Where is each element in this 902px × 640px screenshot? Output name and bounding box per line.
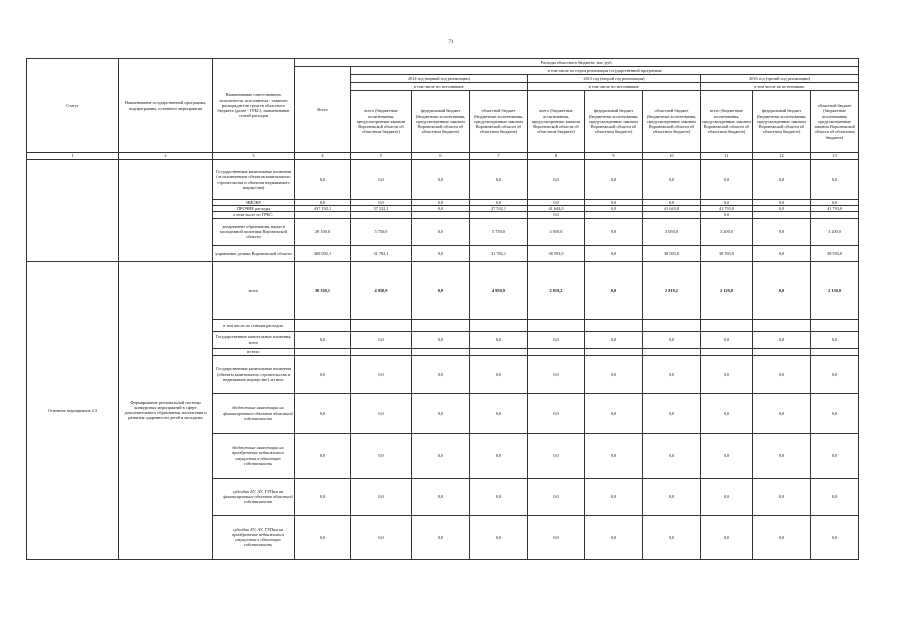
value-cell: 0,0: [470, 200, 528, 206]
value-cell: 31 782,1: [351, 245, 412, 261]
value-cell: 0,0: [701, 515, 753, 559]
value-cell: 0,0: [351, 331, 412, 348]
value-cell: 0,0: [701, 355, 753, 393]
table-row: [27, 160, 859, 200]
value-cell: 41 793,0: [811, 206, 859, 212]
value-cell: 0,0: [753, 245, 811, 261]
value-cell: 0,0: [412, 206, 470, 212]
value-cell: 0,0: [295, 515, 351, 559]
value-cell: 0,0: [470, 331, 528, 348]
value-cell: 0,0: [811, 515, 859, 559]
value-cell: 0,0: [412, 393, 470, 433]
col-number: 2: [119, 153, 213, 160]
header-col-reg: областной бюджет (бюджетные ассигнования, предусмотренные законом Воронежской области об областном бюджете): [811, 91, 859, 153]
value-cell: 0,0: [351, 393, 412, 433]
row-label: департамент образования, науки и молодежной политики Воронежской области: [213, 218, 295, 245]
value-cell: 0,0: [295, 200, 351, 206]
name-cell-empty: [119, 160, 213, 262]
value-cell: 0,0: [528, 515, 585, 559]
col-number: 3: [213, 153, 295, 160]
value-cell: 0,0: [351, 515, 412, 559]
value-cell: 0,0: [701, 212, 753, 218]
row-label: НИОКР: [213, 200, 295, 206]
value-cell: 0,0: [643, 515, 701, 559]
value-cell: 0,0: [701, 200, 753, 206]
value-cell: 2 130,0: [701, 261, 753, 319]
table-row: [27, 261, 859, 319]
value-cell: 4 950,9: [470, 261, 528, 319]
value-cell: 29 100,0: [295, 218, 351, 245]
value-cell: 0,0: [412, 245, 470, 261]
col-number: 7: [470, 153, 528, 160]
value-cell: 0,0: [528, 433, 585, 478]
value-cell: 30 330,1: [295, 261, 351, 319]
value-cell: 0,0: [470, 393, 528, 433]
value-cell: 0,0: [643, 433, 701, 478]
col-number: 10: [643, 153, 701, 160]
value-cell: 0,0: [643, 331, 701, 348]
value-cell: 0,0: [528, 355, 585, 393]
value-cell: 0,0: [811, 393, 859, 433]
value-cell: 0,0: [701, 433, 753, 478]
value-cell: 3 050,0: [528, 218, 585, 245]
value-cell: 0,0: [585, 218, 643, 245]
value-cell: 0,0: [528, 331, 585, 348]
value-cell: 0,0: [412, 261, 470, 319]
value-cell: 0,0: [528, 393, 585, 433]
value-cell: 0,0: [701, 160, 753, 200]
value-cell: 0,0: [351, 355, 412, 393]
value-cell: 0,0: [528, 212, 585, 218]
row-label: бюджетные инвестиции на приобретение недвижимого имущества в областную собственность: [213, 433, 295, 478]
value-cell: 0,0: [585, 200, 643, 206]
row-label: Государственные капитальные вложения (объекты капитального строительства и недвижимое имущество), из них:: [213, 355, 295, 393]
value-cell: 408 092,1: [295, 245, 351, 261]
value-cell: 41 643,0: [643, 206, 701, 212]
value-cell: 0,0: [470, 355, 528, 393]
value-cell: 0,0: [585, 160, 643, 200]
value-cell: 0,0: [753, 200, 811, 206]
col-number: 1: [27, 153, 119, 160]
budget-table: [26, 58, 859, 560]
value-cell: 0,0: [643, 355, 701, 393]
value-cell: 0,0: [412, 160, 470, 200]
value-cell: 3 050,0: [643, 218, 701, 245]
value-cell: 38 593,0: [701, 245, 753, 261]
header-total: Всего: [295, 67, 351, 153]
value-cell: 0,0: [643, 160, 701, 200]
value-cell: 0,0: [470, 515, 528, 559]
value-cell: 0,0: [585, 433, 643, 478]
value-cell: 0,0: [753, 218, 811, 245]
value-cell: 0,0: [295, 393, 351, 433]
value-cell: 0,0: [470, 433, 528, 478]
col-number: 12: [753, 153, 811, 160]
value-cell: 0,0: [412, 355, 470, 393]
value-cell: 437 192,1: [295, 206, 351, 212]
value-cell: 0,0: [412, 433, 470, 478]
col-number: 9: [585, 153, 643, 160]
value-cell: 0,0: [811, 433, 859, 478]
col-number: 13: [811, 153, 859, 160]
value-cell: 0,0: [470, 160, 528, 200]
header-col-reg: областной бюджет (бюджетные ассигнования, предусмотренные законом Воронежской области об областном бюджете): [643, 91, 701, 153]
row-label: всего: [213, 261, 295, 319]
value-cell: 0,0: [753, 393, 811, 433]
row-label: Государственные капитальные вложения (за исключением объектов капитального строительства и объектов недвижимого имущества): [213, 160, 295, 200]
header-year-2016: 2016 год (третий год реализации): [701, 75, 859, 83]
value-cell: 0,0: [701, 393, 753, 433]
value-cell: 0,0: [753, 355, 811, 393]
value-cell: 0,0: [811, 331, 859, 348]
value-cell: 38 593,0: [528, 245, 585, 261]
value-cell: 0,0: [470, 478, 528, 515]
value-cell: 0,0: [528, 200, 585, 206]
main-event-status: Основное мероприятие 2.3: [27, 261, 119, 559]
value-cell: 0,0: [412, 218, 470, 245]
value-cell: 0,0: [643, 478, 701, 515]
header-col-all: всего (бюджетные ассигнования, предусмотренные законом Воронежской области об областном бюджете): [528, 91, 585, 153]
value-cell: 0,0: [753, 160, 811, 200]
value-cell: 37 532,1: [351, 206, 412, 212]
value-cell: 0,0: [295, 478, 351, 515]
value-cell: 0,0: [643, 200, 701, 206]
value-cell: 0,0: [528, 478, 585, 515]
value-cell: 5 750,0: [470, 218, 528, 245]
value-cell: 41 793,0: [701, 206, 753, 212]
value-cell: 0,0: [585, 478, 643, 515]
header-program-name: Наименование государственной программы, подпрограммы, основного мероприятия: [119, 59, 213, 153]
value-cell: 0,0: [753, 515, 811, 559]
header-sources-2015: в том числе по источникам:: [528, 83, 701, 91]
header-col-reg: областной бюджет (бюджетные ассигнования, предусмотренные законом Воронежской области об областном бюджете): [470, 91, 528, 153]
row-label: субсидии БУ, АУ, ГУПам на финансирование объектов областной собственности: [213, 478, 295, 515]
value-cell: 3 200,0: [701, 218, 753, 245]
value-cell: 0,0: [412, 478, 470, 515]
value-cell: 0,0: [295, 433, 351, 478]
header-col-all: всего (бюджетные ассигнования, предусмотренные законом Воронежской области об областном бюджете): [701, 91, 753, 153]
row-label: Государственные капитальные вложения, всего: [213, 331, 295, 348]
value-cell: 2 130,0: [811, 261, 859, 319]
value-cell: 0,0: [585, 355, 643, 393]
value-cell: 0,0: [585, 261, 643, 319]
header-col-fed: федеральный бюджет (бюджетные ассигнования, предусмотренные законом Воронежской области об областном бюджете): [585, 91, 643, 153]
header-year-2015: 2015 год (второй год реализации): [528, 75, 701, 83]
value-cell: 0,0: [412, 515, 470, 559]
value-cell: 0,0: [585, 515, 643, 559]
header-responsible: Наименование ответственного исполнителя, исполнителя - главного распорядителя средств областного бюджета (далее - ГРБС), наименование статей расходов: [213, 59, 295, 153]
value-cell: 0,0: [811, 478, 859, 515]
value-cell: 0,0: [811, 160, 859, 200]
col-number: 5: [351, 153, 412, 160]
value-cell: 0,0: [585, 245, 643, 261]
row-label: в том числе по ГРБС:: [213, 212, 295, 218]
value-cell: 38 593,0: [643, 245, 701, 261]
value-cell: 0,0: [528, 160, 585, 200]
value-cell: 2 819,2: [528, 261, 585, 319]
value-cell: 4 950,9: [351, 261, 412, 319]
value-cell: 0,0: [753, 478, 811, 515]
header-by-years: в том числе по годам реализации государственной программы: [351, 67, 859, 75]
value-cell: 0,0: [585, 206, 643, 212]
value-cell: 0,0: [351, 160, 412, 200]
value-cell: 31 782,1: [470, 245, 528, 261]
value-cell: 0,0: [412, 331, 470, 348]
row-label: в том числе по статьям расходов:: [213, 319, 295, 331]
value-cell: 0,0: [295, 160, 351, 200]
value-cell: 0,0: [701, 331, 753, 348]
header-sources-2016: в том числе по источникам:: [701, 83, 859, 91]
value-cell: 0,0: [811, 200, 859, 206]
header-col-fed: федеральный бюджет (бюджетные ассигнования, предусмотренные законом Воронежской области об областном бюджете): [412, 91, 470, 153]
row-label: субсидии БУ, АУ, ГУПам на приобретение недвижимого имущества в областную собственность: [213, 515, 295, 559]
value-cell: 38 593,0: [811, 245, 859, 261]
value-cell: 5 750,0: [351, 218, 412, 245]
value-cell: 0,0: [643, 393, 701, 433]
col-number: 11: [701, 153, 753, 160]
header-year-2014: 2014 год (первый год реализации): [351, 75, 528, 83]
value-cell: 0,0: [351, 433, 412, 478]
col-number: 6: [412, 153, 470, 160]
col-number: 8: [528, 153, 585, 160]
row-label: бюджетные инвестиции на финансирование объектов областной собственности: [213, 393, 295, 433]
value-cell: 0,0: [753, 331, 811, 348]
value-cell: 41 643,0: [528, 206, 585, 212]
row-label: управление делами Воронежской области: [213, 245, 295, 261]
value-cell: 0,0: [295, 331, 351, 348]
value-cell: 0,0: [351, 478, 412, 515]
value-cell: 0,0: [585, 393, 643, 433]
header-budget-title: Расходы областного бюджета, тыс. руб.: [295, 59, 859, 67]
main-event-name: Формирование региональной системы конкурсных мероприятий в сфере дополнительного образования, воспитания и развития одаренности детей и молодежи: [119, 261, 213, 559]
header-sources-2014: в том числе по источникам:: [351, 83, 528, 91]
value-cell: 3 200,0: [811, 218, 859, 245]
value-cell: 0,0: [753, 433, 811, 478]
value-cell: 0,0: [753, 261, 811, 319]
row-label: из них:: [213, 348, 295, 355]
value-cell: 0,0: [351, 200, 412, 206]
status-cell-empty: [27, 160, 119, 262]
value-cell: 0,0: [701, 478, 753, 515]
header-col-fed: федеральный бюджет (бюджетные ассигнования, предусмотренные законом Воронежской области об областном бюджете): [753, 91, 811, 153]
value-cell: 37 532,1: [470, 206, 528, 212]
col-number: 4: [295, 153, 351, 160]
row-label: ПРОЧИЕ расходы: [213, 206, 295, 212]
header-status: Статус: [27, 59, 119, 153]
value-cell: 0,0: [753, 206, 811, 212]
value-cell: 0,0: [811, 355, 859, 393]
header-col-all: всего (бюджетные ассигнования, предусмотренные законом Воронежской области об областном бюджете): [351, 91, 412, 153]
value-cell: 0,0: [412, 200, 470, 206]
value-cell: 0,0: [585, 331, 643, 348]
value-cell: 2 819,2: [643, 261, 701, 319]
column-numbers-row: [27, 153, 859, 160]
page-number: 71: [448, 40, 454, 45]
value-cell: 0,0: [295, 355, 351, 393]
